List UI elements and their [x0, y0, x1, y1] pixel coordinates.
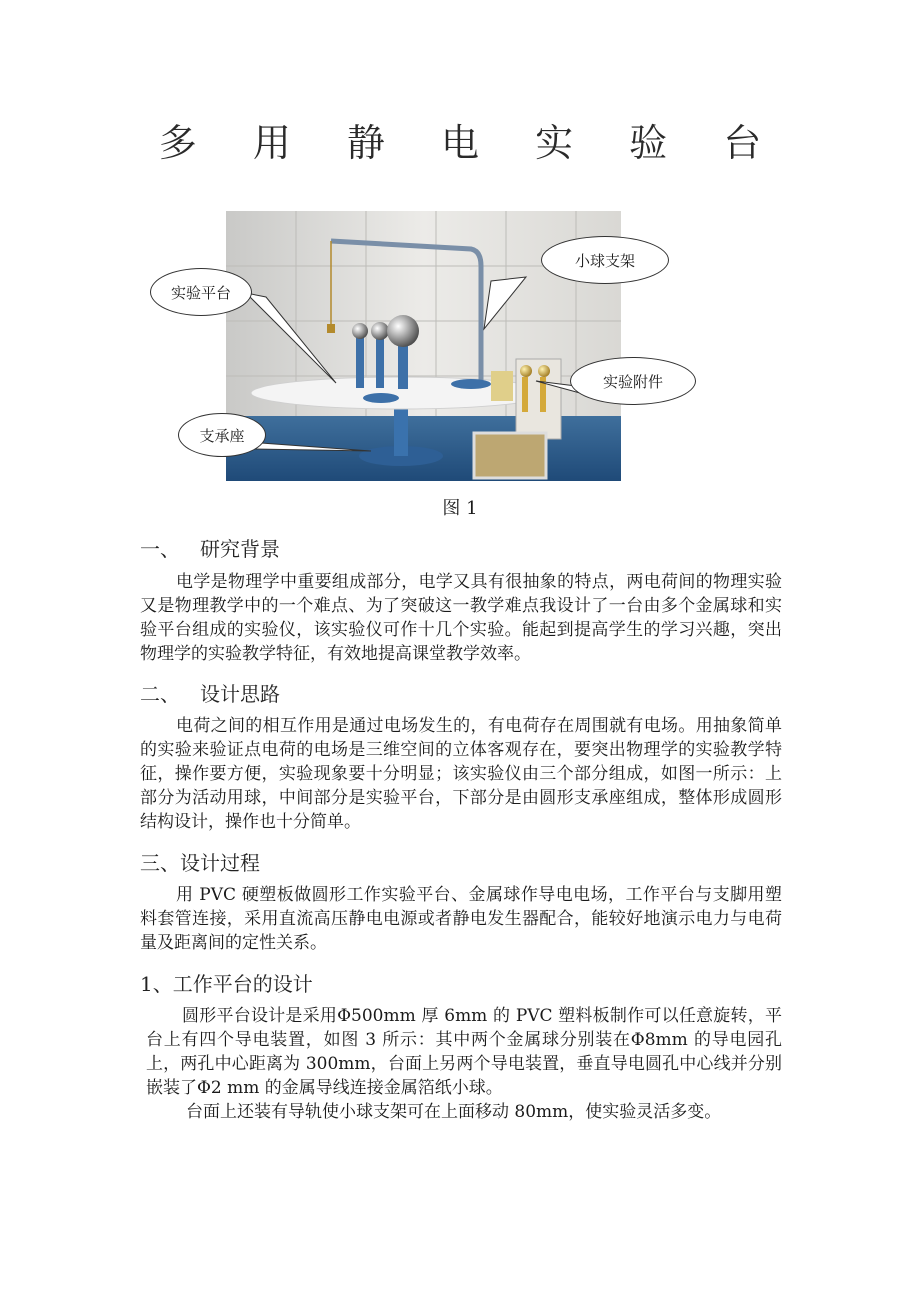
- section-title: 设计思路: [200, 682, 280, 706]
- figure-caption: 图 1: [442, 498, 478, 519]
- section-number: 一、: [140, 537, 180, 561]
- callout-base: 支承座: [178, 413, 266, 457]
- paragraph: 电学是物理学中重要组成部分，电学又具有很抽象的特点，两电荷间的物理实验又是物理教学中的一个难点、为了突破这一教学难点我设计了一台由多个金属球和实验平台组成的实验仪，该实验仪可作十几个实验。能起到提高学生的学习兴趣，突出物理学的实验教学特征，有效地提高课堂教学效率。: [140, 572, 782, 664]
- paragraph: 电荷之间的相互作用是通过电场发生的，有电荷存在周围就有电场。用抽象简单的实验来验证点电荷的电场是三维空间的立体客观存在，要突出物理学的实验教学特征，操作要方便，实验现象要十分明显；该实验仪由三个部分组成，如图一所示：上部分为活动用球，中间部分是实验平台，下部分是由圆形支承座组成，整体形成圆形结构设计，操作也十分简单。: [140, 716, 782, 832]
- page-title: 多 用 静 电 实 验 台: [158, 121, 784, 165]
- callout-accessories: 实验附件: [570, 357, 696, 405]
- paragraph: 圆形平台设计是采用Φ500mm 厚 6mm 的 PVC 塑料板制作可以任意旋转，平台上有四个导电装置，如图 3 所示：其中两个金属球分别装在Φ8mm 的导电园孔上，两孔中心距离为 300mm，台面上另两个导电装置，垂直导电圆孔中心线并分别嵌装了Φ2 mm 的金属导线连接金属箔纸小球。: [146, 1006, 782, 1098]
- section-title: 研究背景: [200, 537, 280, 561]
- paragraph: 用 PVC 硬塑板做圆形工作实验平台、金属球作导电电场，工作平台与支脚用塑料套管连接，采用直流高压静电电源或者静电发生器配合，能较好地演示电力与电荷量及距离间的定性关系。: [140, 885, 782, 953]
- section-heading: [140, 678, 280, 707]
- section-heading: 1、工作平台的设计: [140, 972, 313, 996]
- section-number: 二、: [140, 682, 180, 706]
- callout-ball-support: 小球支架: [541, 236, 669, 284]
- section-heading: 三、设计过程: [140, 851, 260, 875]
- section-heading: [140, 533, 280, 562]
- callout-platform: 实验平台: [150, 268, 252, 316]
- paragraph: 台面上还装有导轨使小球支架可在上面移动 80mm，使实验灵活多变。: [186, 1102, 722, 1122]
